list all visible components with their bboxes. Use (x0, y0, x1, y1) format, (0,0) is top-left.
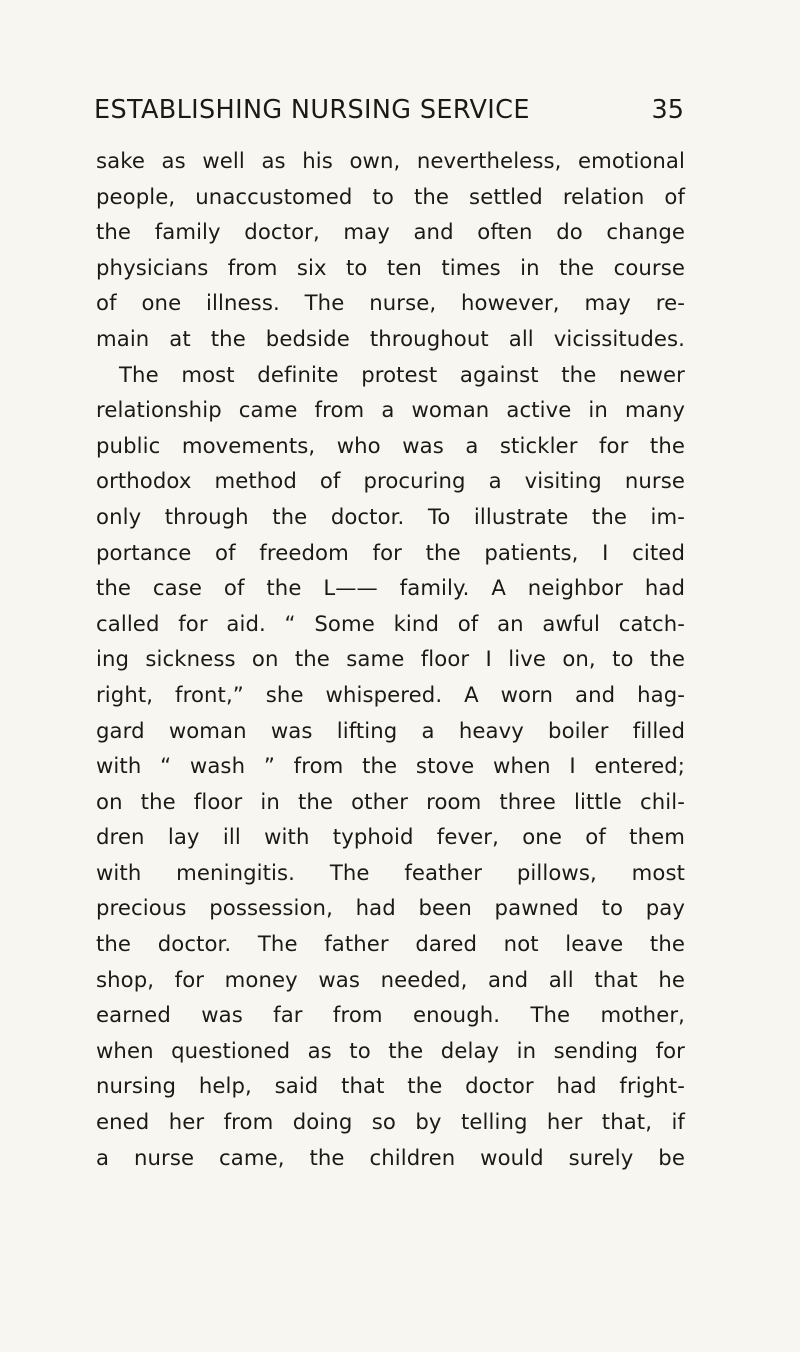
text-line: gard woman was lifting a heavy boiler filled (96, 717, 685, 743)
body-text (96, 143, 685, 1175)
text-line: people, unaccustomed to the settled relation of (96, 183, 685, 209)
text-line: right, front,” she whispered. A worn and hag- (96, 681, 685, 707)
page-number: 35 (651, 95, 684, 125)
running-head (90, 92, 684, 128)
text-line: precious possession, had been pawned to pay (96, 895, 685, 921)
paragraph-start-line: The most definite protest against the newer (119, 361, 685, 387)
text-line: only through the doctor. To illustrate the im- (96, 503, 685, 529)
text-line: portance of freedom for the patients, I cited (96, 539, 685, 565)
text-line: on the floor in the other room three little chil- (96, 788, 685, 814)
text-line: of one illness. The nurse, however, may re- (96, 290, 685, 316)
text-line: relationship came from a woman active in many (96, 397, 685, 423)
text-line: public movements, who was a stickler for the (96, 432, 685, 458)
text-line: physicians from six to ten times in the course (96, 254, 685, 280)
text-line: with “ wash ” from the stove when I entered; (96, 753, 685, 779)
text-line: the family doctor, may and often do change (96, 219, 685, 245)
text-line: earned was far from enough. The mother, (96, 1002, 685, 1028)
text-line: ing sickness on the same floor I live on, to the (96, 646, 685, 672)
text-line: shop, for money was needed, and all that he (96, 966, 685, 992)
text-line: the doctor. The father dared not leave the (96, 931, 685, 957)
running-title: ESTABLISHING NURSING SERVICE (94, 95, 530, 125)
text-line: a nurse came, the children would surely be (96, 1144, 685, 1170)
text-line: when questioned as to the delay in sending for (96, 1037, 685, 1063)
text-line: sake as well as his own, nevertheless, emotional (96, 148, 685, 173)
text-line: nursing help, said that the doctor had fright- (96, 1073, 685, 1099)
text-line: with meningitis. The feather pillows, most (96, 859, 685, 885)
text-line: the case of the L—— family. A neighbor had (96, 575, 685, 601)
text-line: ened her from doing so by telling her that, if (96, 1109, 685, 1135)
text-line: called for aid. “ Some kind of an awful catch- (96, 610, 685, 636)
text-line: orthodox method of procuring a visiting nurse (96, 468, 685, 494)
text-line: main at the bedside throughout all vicissitudes. (96, 325, 685, 351)
text-line: dren lay ill with typhoid fever, one of them (96, 824, 685, 850)
